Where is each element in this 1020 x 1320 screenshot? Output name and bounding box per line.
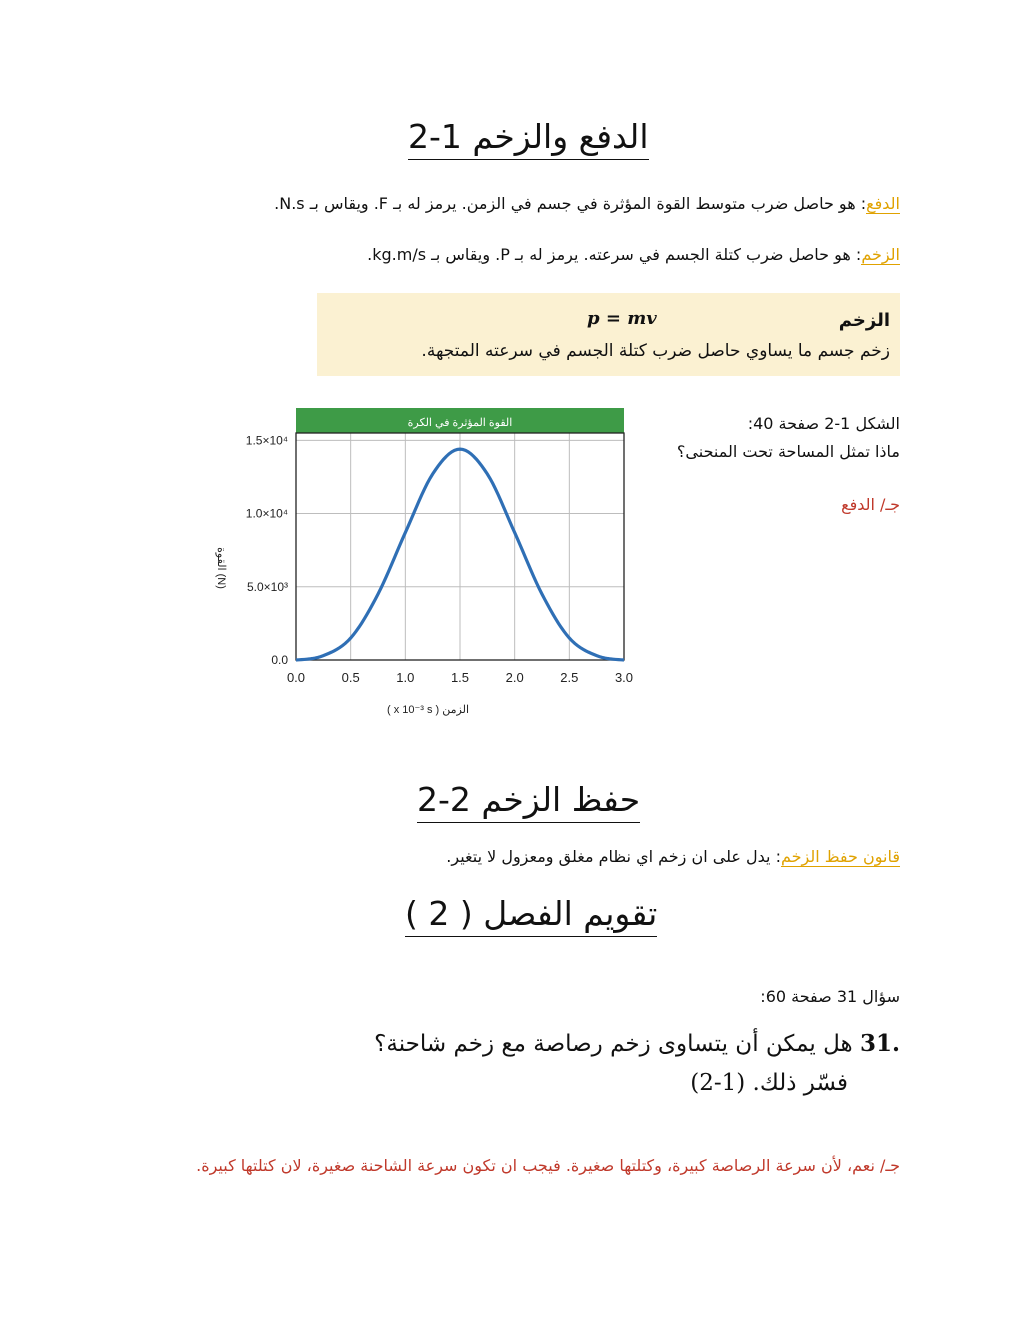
question-31 [374,1024,900,1103]
question-31-answer: جـ/ نعم، لأن سرعة الرصاصة كبيرة، وكتلتها صغيرة. فيجب ان تكون سرعة الشاحنة صغيرة، لان كتلتها كبيرة. [196,1156,900,1175]
chart-y-ticks [246,433,289,667]
chart-y-tick-label: 0.0 [271,653,288,667]
force-time-chart [190,400,650,730]
chart-x-tick-label: 0.0 [286,670,306,685]
impulse-definition [274,194,900,215]
chart-x-tick-label: 3.0 [614,670,634,685]
question-reference: سؤال 31 صفحة 60: [760,987,900,1006]
chart-grid [296,433,624,660]
chart-title: القوة المؤثرة في الكرة [407,417,513,429]
section-heading-conservation: حفظ الزخم 2-2 [417,781,640,823]
figure-question: ماذا تمثل المساحة تحت المنحنى؟ [676,442,900,461]
momentum-callout-box [317,293,900,376]
conservation-law [446,847,900,868]
section-heading-impulse-momentum: الدفع والزخم 1-2 [408,118,649,160]
chart-y-tick-label: 1.0×10⁴ [245,506,288,521]
impulse-definition-text: : هو حاصل ضرب متوسط القوة المؤثرة في جسم في الزمن. يرمز له بـ F. ويقاس بـ N.s. [274,194,867,213]
chart-x-tick-label: 2.0 [505,670,524,685]
chart-y-tick-label: 1.5×10⁴ [245,433,288,448]
chart-x-tick-label: 0.5 [341,670,360,685]
callout-equation: p = mv [587,308,657,329]
question-31-text: هل يمكن أن يتساوى زخم رصاصة مع زخم شاحنة؟ [374,1031,853,1057]
chart-x-tick-label: 2.5 [560,670,579,685]
chart-x-ticks [287,670,633,685]
chart-x-tick-label: 1.5 [450,670,470,685]
momentum-term: الزخم [861,245,900,264]
figure-caption: الشكل 1-2 صفحة 40: [747,414,900,433]
chart-x-tick-label: 1.0 [396,670,415,685]
chart-x-axis-label: ( x 10⁻³ s ) الزمن [386,704,470,716]
conservation-law-text: : يدل على ان زخم اي نظام مغلق ومعزول لا يتغير. [446,847,781,866]
question-31-number: 31. [859,1030,900,1057]
conservation-law-term: قانون حفظ الزخم [780,847,900,866]
callout-definition: زخم جسم ما يساوي حاصل ضرب كتلة الجسم في سرعته المتجهة. [421,341,890,361]
figure-answer: جـ/ الدفع [841,495,900,514]
question-31-line2: فسّر ذلك. (1-2) [690,1070,848,1097]
section-heading-chapter-review: تقويم الفصل ( 2 ) [405,895,657,937]
question-31-line1 [374,1024,900,1064]
callout-label: الزخم [838,310,890,331]
momentum-definition-text: : هو حاصل ضرب كتلة الجسم في سرعته. يرمز له بـ P. ويقاس بـ kg.m/s. [367,245,862,264]
impulse-term: الدفع [866,194,900,213]
momentum-definition [367,245,900,266]
chart-y-tick-label: 5.0×10³ [246,579,288,594]
chart-y-axis-label: القوة (N) [215,547,227,589]
